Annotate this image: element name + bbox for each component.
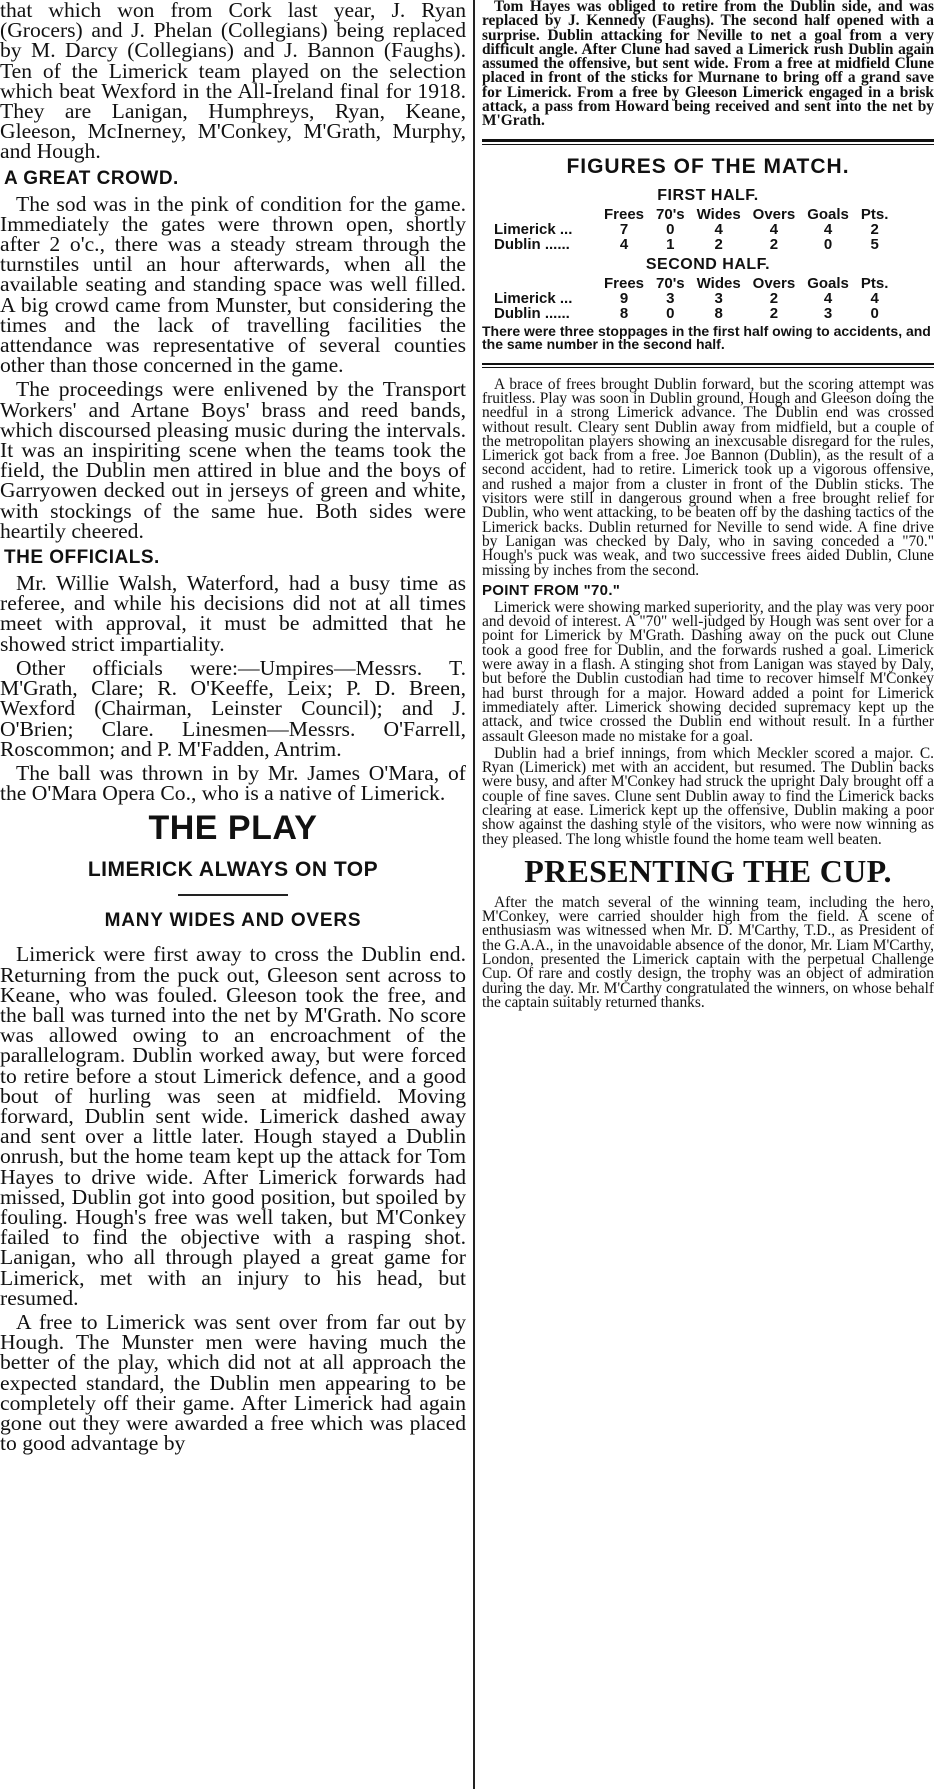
short-divider bbox=[178, 894, 288, 896]
column-header: Wides bbox=[696, 205, 741, 223]
second-half-table bbox=[494, 276, 894, 321]
stat-cell: 0 bbox=[823, 235, 833, 253]
figures-top-rule bbox=[482, 139, 934, 142]
stat-cell: 0 bbox=[666, 304, 675, 322]
heading-great-crowd: A GREAT CROWD. bbox=[4, 167, 179, 189]
column-header: Frees bbox=[604, 205, 645, 223]
stat-cell: 0 bbox=[870, 304, 879, 322]
second-half-title: SECOND HALF. bbox=[645, 255, 771, 273]
stoppage-note: There were three stoppages in the first half owing to accidents, and the same number in the second half. bbox=[482, 322, 931, 352]
table-row bbox=[494, 291, 894, 306]
heading-presenting-the-cup: PRESENTING THE CUP. bbox=[524, 852, 892, 889]
stat-cell: 3 bbox=[823, 304, 833, 322]
table-row bbox=[494, 306, 894, 321]
heading-officials: THE OFFICIALS. bbox=[4, 547, 160, 569]
stat-cell: 4 bbox=[714, 220, 723, 238]
team-name: Limerick ... bbox=[494, 220, 573, 238]
column-header: Frees bbox=[604, 274, 645, 292]
stat-cell: 2 bbox=[769, 304, 779, 322]
left-paragraph-4: Mr. Willie Walsh, Waterford, had a busy time as referee, and while his decisions did not at all times meet with approval, it must be admitted that he showed strict impartiality. bbox=[0, 571, 466, 656]
team-name: Dublin ...... bbox=[494, 235, 570, 253]
right-paragraph-4: Dublin had a brief innings, from which Meckler scored a major. C. Ryan (Limerick) met with an accident, but resumed. The Dublin backs were busy, and after M'Conkey had struck the upright Daly brought off a couple of fine saves. Clune sent Dublin away to find the Limerick backs clearing at ease. Limerick kept up the offensive, Dublin making a poor show against the dashing style of the visitors, who were now winning as they pleased. The long whistle found the home team well beaten. bbox=[482, 744, 934, 848]
column-header: 70's bbox=[656, 274, 685, 292]
table-header-row bbox=[494, 276, 894, 291]
stat-cell: 2 bbox=[769, 289, 779, 307]
heading-point-from-70: POINT FROM "70." bbox=[482, 581, 621, 599]
stat-cell: 4 bbox=[823, 220, 833, 238]
left-paragraph-7: Limerick were first away to cross the Dublin end. Returning from the puck out, Gleeson sent across to Keane, who was fouled. Gleeson took the free, and the ball was turned into the net by M'Grath. No score was allowed owing to an encroachment of the parallelogram. Dublin worked away, but were forced to retire before a stout Limerick defence, and a good bout of hurling was seen at midfield. Moving forward, Dublin sent wide. Limerick dashed away and sent over a little later. Hough stayed a Dublin onrush, but the home team kept up the attack for Tom Hayes to drive wide. After Limerick forwards had missed, Dublin got into good position, but spoiled by fouling. Hough's free was well taken, but M'Conkey failed to find the objective with a rasping shot. Lanigan, who all through played a great game for Limerick, met with an injury to his head, but resumed. bbox=[0, 942, 466, 1310]
stat-cell: 4 bbox=[619, 235, 629, 253]
stat-cell: 7 bbox=[619, 220, 629, 238]
stat-cell: 5 bbox=[870, 235, 879, 253]
table-row bbox=[494, 237, 894, 252]
first-half-title: FIRST HALF. bbox=[657, 186, 759, 204]
left-paragraph-6: The ball was thrown in by Mr. James O'Mara, of the O'Mara Opera Co., who is a native of Limerick. bbox=[0, 760, 466, 806]
stat-cell: 4 bbox=[870, 289, 879, 307]
heading-the-play: THE PLAY bbox=[148, 809, 318, 848]
right-paragraph-2: A brace of frees brought Dublin forward, but the scoring attempt was fruitless. Play was soon in Dublin ground, Hough and Gleeson doing the needful in a strong Limerick advance. The Dublin end was crossed without result. Cleary sent Dublin away from midfield, but a couple of the metropolitan players showing an inexcusable disregard for the rules, Limerick got back from a free. Joe Bannon (Dublin), as the result of a second accident, had to retire. Limerick took up a vigorous offensive, and rushed a major from a cluster in front of the Dublin sticks. The visitors were still in dangerous ground when a free brought relief for Dublin, who went attacking, to be beaten off by the dashing tactics of the Limerick backs. Dublin returned for Neville to send wide. A fine drive by Lanigan was checked by Daly, who in saving conceded a "70." Hough's puck was weak, and two successive frees aided Dublin, Clune missing by inches from the second. bbox=[482, 375, 934, 579]
column-header: Goals bbox=[807, 205, 849, 223]
table-row bbox=[494, 222, 894, 237]
column-header: Wides bbox=[696, 274, 741, 292]
stat-cell: 9 bbox=[619, 289, 629, 307]
left-paragraph-1: that which won from Cork last year, J. Ryan (Grocers) and J. Phelan (Collegians) being replaced by M. Darcy (Collegians) and J. Bannon (Faughs). Ten of the Limerick team played on the selection which beat Wexford in the All-Ireland final for 1918. They are Lanigan, Humphreys, Ryan, Keane, Gleeson, McInerney, M'Conkey, M'Grath, Murphy, and Hough. bbox=[0, 0, 466, 164]
column-header: 70's bbox=[656, 205, 685, 223]
right-column bbox=[482, 0, 934, 1013]
left-paragraph-8: A free to Limerick was sent over from far out by Hough. The Munster men were having much the better of the play, which did not at all approach the expected standard, the Dublin men appearing to be completely off their game. After Limerick had again gone out they were awarded a free which was placed to good advantage by bbox=[0, 1309, 466, 1456]
figures-bottom-rule bbox=[482, 363, 934, 365]
figures-top-rule-thin bbox=[482, 144, 934, 145]
heading-limerick-always-on-top: LIMERICK ALWAYS ON TOP bbox=[87, 858, 379, 882]
stat-cell: 2 bbox=[769, 235, 779, 253]
column-header: Pts. bbox=[860, 205, 889, 223]
team-name: Limerick ... bbox=[494, 289, 573, 307]
right-paragraph-5: After the match several of the winning team, including the hero, M'Conkey, were carried shoulder high from the field. A scene of enthusiasm was witnessed when Mr. D. M'Carthy, T.D., as President of the G.A.A., in the unavoidable absence of the donor, Mr. Liam M'Carthy, London, presented the Limerick captain with the perpetual Challenge Cup. Of rare and costly design, the trophy was an object of admiration during the day. Mr. M'Carthy congratulated the winners, on whose behalf the captain suitably returned thanks. bbox=[482, 893, 934, 1011]
heading-figures-of-the-match: FIGURES OF THE MATCH. bbox=[566, 154, 850, 178]
column-header: Overs bbox=[752, 205, 796, 223]
stat-cell: 3 bbox=[666, 289, 675, 307]
left-paragraph-2: The sod was in the pink of condition for the game. Immediately the gates were thrown open, shortly after 2 o'c., there was a steady stream through the turnstiles until an hour afterwards, when all the available seating and standing space was well filled. A big crowd came from Munster, but considering the times and the lack of travelling facilities the attendance was representative of several counties other than those concerned in the game. bbox=[0, 191, 466, 378]
stat-cell: 0 bbox=[666, 220, 675, 238]
stat-cell: 2 bbox=[714, 235, 723, 253]
stat-cell: 4 bbox=[769, 220, 779, 238]
figures-bottom-rule-thin bbox=[482, 367, 934, 368]
column-divider bbox=[473, 0, 475, 1789]
table-header-row bbox=[494, 207, 894, 222]
right-paragraph-3: Limerick were showing marked superiority, and the play was very poor and devoid of interest. A "70" well-judged by Hough was sent over for a point for Limerick by M'Grath. Dashing away on the puck out Clune took a good free for Dublin, and the forwards rushed a goal. Limerick were away in a flash. A stinging shot from Lanigan was stayed by Daly, but before the Dublin custodian had time to recover himself M'Conkey had burst through for a major. Howard added a point for Limerick immediately after. Limerick showing decided supremacy kept up the attack, and twice crossed the Dublin end without result. In a further assault Gleeson made no mistake for a goal. bbox=[482, 598, 934, 745]
right-paragraph-1: Tom Hayes was obliged to retire from the Dublin side, and was replaced by J. Kennedy (Faughs). The second half opened with a surprise. Dublin attacking for Neville to net a goal from a very difficult angle. After Clune had saved a Limerick rush Dublin again assumed the offensive, but sent wide. From a free at midfield Clune placed in front of the sticks for Murnane to bring off a grand save for Limerick. From a free by Gleeson Limerick engaged in a brisk attack, a pass from Howard being received and sent into the net by M'Grath. bbox=[482, 0, 934, 130]
left-paragraph-3: The proceedings were enlivened by the Transport Workers' and Artane Boys' brass and reed bands, which discoursed pleasing music during the intervals. It was an inspiriting scene when the teams took the field, the Dublin men attired in blue and the boys of Garryowen decked out in jerseys of green and white, with stockings of the same hue. Both sides were heartily cheered. bbox=[0, 377, 466, 543]
heading-many-wides-and-overs: MANY WIDES AND OVERS bbox=[104, 910, 362, 932]
stat-cell: 2 bbox=[870, 220, 879, 238]
stat-cell: 3 bbox=[714, 289, 723, 307]
first-half-table bbox=[494, 207, 894, 252]
stat-cell: 4 bbox=[823, 289, 833, 307]
column-header: Overs bbox=[752, 274, 796, 292]
stat-cell: 8 bbox=[619, 304, 629, 322]
column-header: Goals bbox=[807, 274, 849, 292]
left-column bbox=[0, 0, 466, 1457]
stat-cell: 1 bbox=[666, 235, 675, 253]
stat-cell: 8 bbox=[714, 304, 723, 322]
left-paragraph-5: Other officials were:—Umpires—Messrs. T. M'Grath, Clare; R. O'Keeffe, Leix; P. D. Breen, Wexford (Chairman, Leinster Council); and J. O'Brien; Clare. Linesmen—Messrs. O'Farrell, Roscommon; and P. M'Fadden, Antrim. bbox=[0, 655, 466, 761]
column-header: Pts. bbox=[860, 274, 889, 292]
team-name: Dublin ...... bbox=[494, 304, 570, 322]
